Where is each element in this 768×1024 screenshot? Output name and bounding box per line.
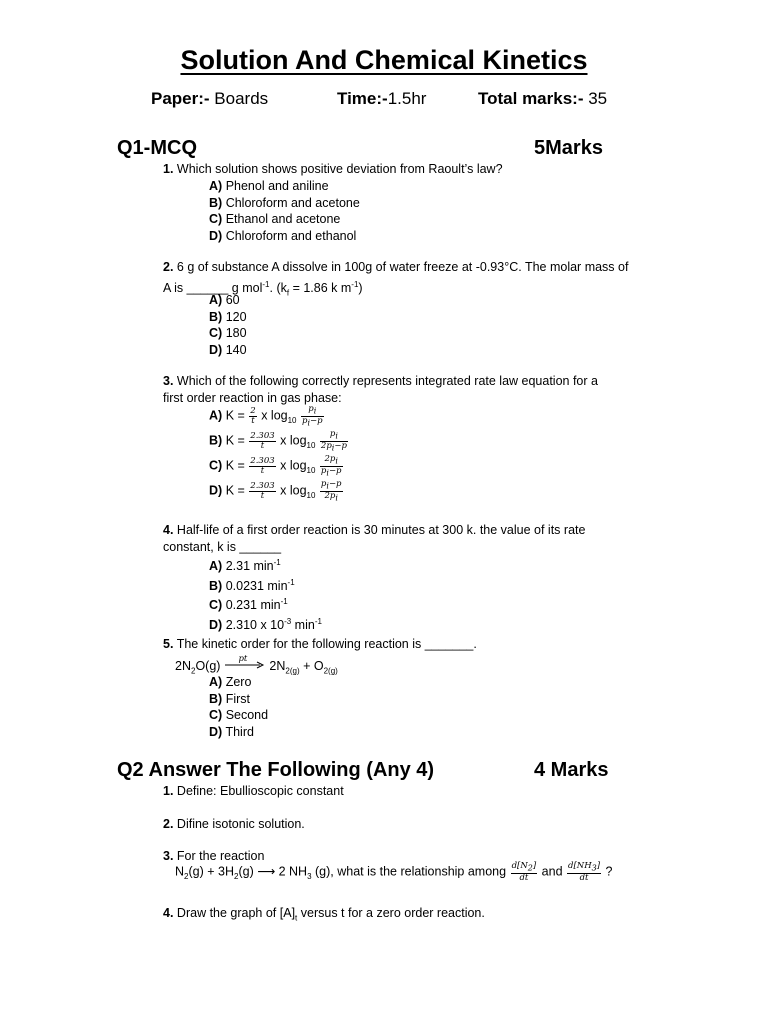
pressure-fraction: $\frac{2p_i}{p_i-p}$ — [320, 454, 342, 478]
question-number: 2. — [163, 260, 174, 274]
total-marks-value: 35 — [583, 89, 608, 108]
option-d: D) 140 — [209, 342, 247, 357]
q1-heading: Q1-MCQ — [117, 137, 197, 159]
q1-marks: 5Marks — [534, 137, 603, 159]
option-c: C) 0.231 $\min^{-1}$ — [209, 597, 288, 613]
question-number: 5. — [163, 637, 174, 651]
q1-item-3-option-c: C) K = $\frac{2.303}{t}$ x $\log_{10}$ $\frac{2p_i}{p_i-p}$ — [209, 454, 342, 478]
question-text: Half-life of a first order reaction is 30 minutes at 300 k. the value of its rate — [176, 523, 586, 537]
question-number: 1. — [163, 162, 174, 176]
q1-item-5-options — [209, 674, 268, 740]
pressure-fraction: $\frac{p_i}{2p_i-p}$ — [320, 429, 347, 453]
option-d: D) 2.310 x $10^{-3}$ $\min^{-1}$ — [209, 616, 322, 633]
pressure-fraction: $\frac{p_i-p}{2p_i}$ — [320, 479, 342, 503]
coefficient-fraction: $\frac{2.303}{t}$ — [250, 430, 275, 451]
rate-fraction-n2: $\frac{d[N_2]}{dt}$ — [511, 861, 537, 883]
option-b: B) 120 — [209, 309, 247, 324]
q2-item-4: 4. Draw the graph of $[A]_t$ versus t for a zero order reaction. — [163, 906, 485, 923]
q1-item-1-options — [209, 178, 360, 244]
q1-item-3-option-b: B) K = $\frac{2.303}{t}$ x $\log_{10}$ $\frac{p_i}{2p_i-p}$ — [209, 429, 347, 453]
question-text: The kinetic order for the following reaction is _______. — [176, 637, 477, 651]
time-info — [337, 89, 426, 109]
question-text: Define: Ebullioscopic constant — [176, 784, 344, 798]
option-d: D) Chloroform and ethanol — [209, 228, 357, 243]
option-a: A) 60 — [209, 293, 240, 307]
coefficient-fraction: $\frac{2.303}{t}$ — [250, 455, 275, 476]
question-number: 2. — [163, 817, 174, 831]
question-number: 4. — [163, 523, 174, 537]
paper-label: Paper:- — [151, 89, 210, 108]
question-number: 3. — [163, 849, 174, 863]
q2-item-1 — [163, 783, 344, 800]
option-b: B) First — [209, 691, 250, 706]
time-label: Time:- — [337, 89, 388, 108]
total-marks-label: Total marks:- — [478, 89, 584, 108]
q1-item-1 — [163, 161, 503, 178]
paper-info — [151, 89, 268, 109]
paper-value: Boards — [209, 89, 269, 108]
q1-item-3: 3. Which of the following correctly represents integrated rate law equation for a first order reaction in gas phase: — [163, 374, 598, 405]
q1-item-5 — [163, 636, 477, 653]
question-text: Difine isotonic solution. — [176, 817, 305, 831]
pressure-fraction: $\frac{p_i}{p_i-p}$ — [302, 404, 323, 428]
q2-marks: 4 Marks — [534, 759, 609, 781]
coefficient-fraction: $\frac{2}{t}$ — [250, 405, 256, 426]
marks-info — [478, 89, 607, 109]
q1-item-3-option-d: D) K = $\frac{2.303}{t}$ x $\log_{10}$ $\frac{p_i-p}{2p_i}$ — [209, 479, 342, 503]
question-number: 1. — [163, 784, 174, 798]
option-a: A) 2.31 $\min^{-1}$ — [209, 558, 281, 574]
rate-fraction-nh3: $\frac{d[NH_3]}{dt}$ — [568, 861, 601, 883]
coefficient-fraction: $\frac{2.303}{t}$ — [250, 480, 275, 501]
question-text: 6 g of substance A dissolve in 100g of water freeze at -0.93°C. The molar mass of — [176, 260, 629, 274]
question-text: Draw the graph of [A] — [176, 906, 296, 920]
option-d: D) Third — [209, 724, 254, 739]
option-c: C) 180 — [209, 326, 247, 340]
reaction-arrow-icon: pt — [224, 652, 266, 670]
question-text: Which solution shows positive deviation from Raoult’s law? — [176, 162, 503, 176]
option-c: C) Second — [209, 708, 269, 722]
page-title: Solution And Chemical Kinetics — [180, 45, 588, 75]
question-text: Which of the following correctly represents integrated rate law equation for a — [176, 374, 598, 388]
option-a: A) Zero — [209, 675, 252, 689]
option-b: B) 0.0231 $\min^{-1}$ — [209, 577, 295, 593]
time-value: 1.5hr — [387, 89, 427, 108]
option-b: B) Chloroform and acetone — [209, 195, 360, 210]
question-number: 4. — [163, 906, 174, 920]
question-number: 3. — [163, 374, 174, 388]
reaction-equation: $2N_2O(g)$ pt $2N_{2(g)} + O_{2(g)}$ — [175, 654, 338, 676]
q1-item-2: 2. 6 g of substance A dissolve in 100g of water freeze at -0.93°C. The molar mass of A is ______ g mol$^{-1}$. ($k_f = 1.86$ k $m^{-1}$) — [163, 260, 629, 298]
q1-item-4-options — [209, 555, 322, 634]
q1-item-3-option-a: A) K = $\frac{2}{t}$ x $\log_{10}$ $\frac{p_i}{p_i-p}$ — [209, 404, 323, 428]
q2-item-3-equation: $N_2(g) + 3H_2(g)$ ⟶ 2 $NH_3$ (g), what is the relationship among $\frac{d[N_2]}{dt}$ and $\frac{d[NH_3]}{dt}$ ? — [175, 861, 613, 883]
q1-item-4: 4. Half-life of a first order reaction is 30 minutes at 300 k. the value of its rate constant, k is ______ — [163, 523, 586, 554]
question-text: For the reaction — [176, 849, 265, 863]
option-a: A) Phenol and aniline — [209, 179, 329, 193]
q2-item-2 — [163, 816, 305, 833]
q2-heading: Q2 Answer The Following (Any 4) — [117, 759, 435, 781]
option-c: C) Ethanol and acetone — [209, 212, 341, 226]
q1-item-2-options — [209, 292, 247, 358]
